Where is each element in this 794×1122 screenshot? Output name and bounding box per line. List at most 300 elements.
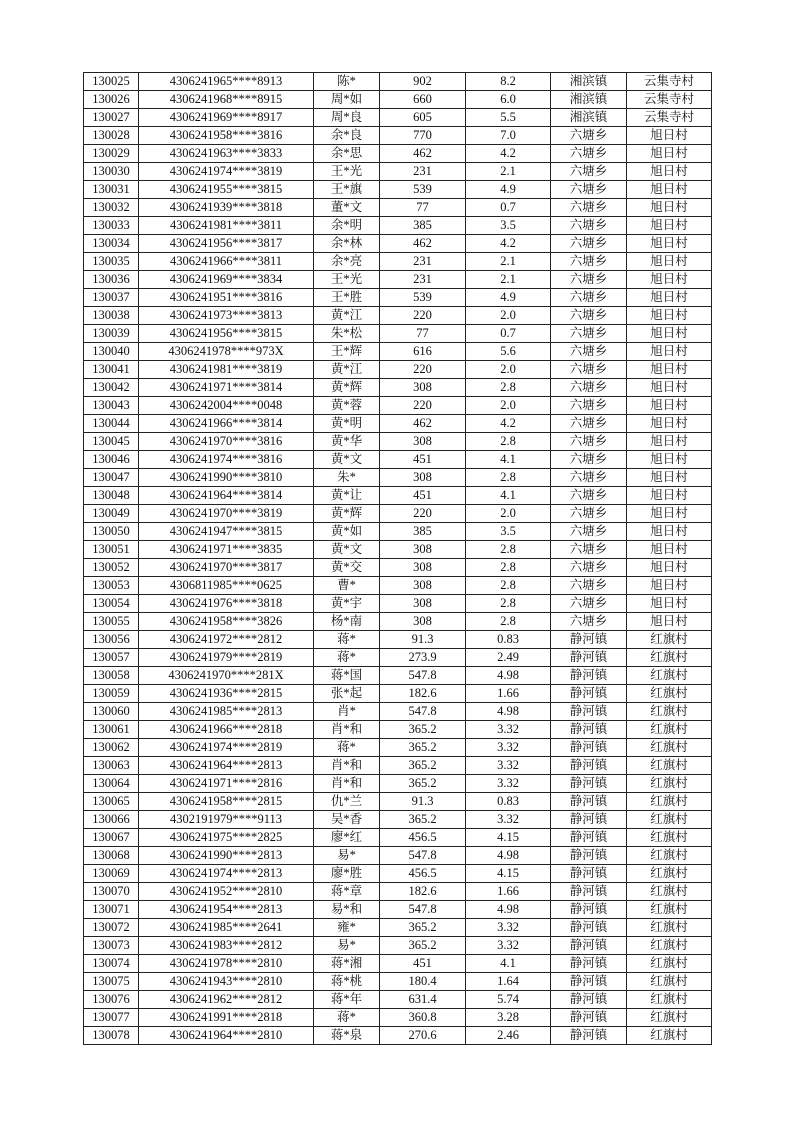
amount-cell: 180.4 bbox=[380, 973, 466, 991]
value-cell: 6.0 bbox=[466, 91, 551, 109]
value-cell: 3.32 bbox=[466, 739, 551, 757]
record-id-cell: 130033 bbox=[84, 217, 139, 235]
table-row bbox=[84, 1009, 712, 1027]
amount-cell: 365.2 bbox=[380, 919, 466, 937]
record-id-cell: 130073 bbox=[84, 937, 139, 955]
value-cell: 2.8 bbox=[466, 577, 551, 595]
id-number-cell: 4306241970****3819 bbox=[139, 505, 314, 523]
value-cell: 2.8 bbox=[466, 379, 551, 397]
table-row bbox=[84, 775, 712, 793]
village-cell: 旭日村 bbox=[627, 541, 712, 559]
name-cell: 黄*辉 bbox=[314, 379, 380, 397]
township-cell: 六塘乡 bbox=[551, 487, 627, 505]
township-cell: 静河镇 bbox=[551, 955, 627, 973]
value-cell: 4.1 bbox=[466, 451, 551, 469]
id-number-cell: 4306241958****3816 bbox=[139, 127, 314, 145]
township-cell: 六塘乡 bbox=[551, 505, 627, 523]
record-id-cell: 130066 bbox=[84, 811, 139, 829]
amount-cell: 91.3 bbox=[380, 631, 466, 649]
table-row bbox=[84, 937, 712, 955]
name-cell: 黄*让 bbox=[314, 487, 380, 505]
township-cell: 静河镇 bbox=[551, 775, 627, 793]
name-cell: 朱*松 bbox=[314, 325, 380, 343]
table-row bbox=[84, 523, 712, 541]
record-id-cell: 130035 bbox=[84, 253, 139, 271]
township-cell: 静河镇 bbox=[551, 811, 627, 829]
id-number-cell: 4306241958****3826 bbox=[139, 613, 314, 631]
township-cell: 静河镇 bbox=[551, 829, 627, 847]
township-cell: 湘滨镇 bbox=[551, 73, 627, 91]
id-number-cell: 4306241947****3815 bbox=[139, 523, 314, 541]
table-row bbox=[84, 127, 712, 145]
table-row bbox=[84, 991, 712, 1009]
township-cell: 六塘乡 bbox=[551, 307, 627, 325]
township-cell: 六塘乡 bbox=[551, 289, 627, 307]
id-number-cell: 4306241975****2825 bbox=[139, 829, 314, 847]
id-number-cell: 4306241968****8915 bbox=[139, 91, 314, 109]
table-row bbox=[84, 721, 712, 739]
township-cell: 静河镇 bbox=[551, 865, 627, 883]
village-cell: 红旗村 bbox=[627, 757, 712, 775]
table-row bbox=[84, 973, 712, 991]
id-number-cell: 4306241974****3819 bbox=[139, 163, 314, 181]
table-row bbox=[84, 757, 712, 775]
village-cell: 红旗村 bbox=[627, 847, 712, 865]
value-cell: 1.64 bbox=[466, 973, 551, 991]
township-cell: 静河镇 bbox=[551, 649, 627, 667]
table-row bbox=[84, 451, 712, 469]
amount-cell: 77 bbox=[380, 199, 466, 217]
township-cell: 静河镇 bbox=[551, 685, 627, 703]
name-cell: 王*旗 bbox=[314, 181, 380, 199]
record-id-cell: 130037 bbox=[84, 289, 139, 307]
amount-cell: 365.2 bbox=[380, 757, 466, 775]
table-row bbox=[84, 307, 712, 325]
name-cell: 蒋*国 bbox=[314, 667, 380, 685]
record-id-cell: 130030 bbox=[84, 163, 139, 181]
amount-cell: 308 bbox=[380, 559, 466, 577]
name-cell: 王*辉 bbox=[314, 343, 380, 361]
township-cell: 六塘乡 bbox=[551, 271, 627, 289]
id-number-cell: 4306241985****2641 bbox=[139, 919, 314, 937]
amount-cell: 182.6 bbox=[380, 883, 466, 901]
id-number-cell: 4306242004****0048 bbox=[139, 397, 314, 415]
record-id-cell: 130029 bbox=[84, 145, 139, 163]
id-number-cell: 4306241991****2818 bbox=[139, 1009, 314, 1027]
name-cell: 王*光 bbox=[314, 271, 380, 289]
record-id-cell: 130055 bbox=[84, 613, 139, 631]
amount-cell: 220 bbox=[380, 505, 466, 523]
value-cell: 2.1 bbox=[466, 253, 551, 271]
name-cell: 肖*和 bbox=[314, 721, 380, 739]
id-number-cell: 4306241979****2819 bbox=[139, 649, 314, 667]
record-id-cell: 130062 bbox=[84, 739, 139, 757]
record-id-cell: 130054 bbox=[84, 595, 139, 613]
value-cell: 2.8 bbox=[466, 559, 551, 577]
value-cell: 4.15 bbox=[466, 865, 551, 883]
value-cell: 2.0 bbox=[466, 307, 551, 325]
value-cell: 3.32 bbox=[466, 811, 551, 829]
name-cell: 雍* bbox=[314, 919, 380, 937]
value-cell: 2.1 bbox=[466, 163, 551, 181]
village-cell: 红旗村 bbox=[627, 1027, 712, 1045]
amount-cell: 360.8 bbox=[380, 1009, 466, 1027]
value-cell: 2.8 bbox=[466, 595, 551, 613]
record-id-cell: 130048 bbox=[84, 487, 139, 505]
amount-cell: 270.6 bbox=[380, 1027, 466, 1045]
id-number-cell: 4302191979****9113 bbox=[139, 811, 314, 829]
amount-cell: 462 bbox=[380, 235, 466, 253]
value-cell: 2.8 bbox=[466, 469, 551, 487]
township-cell: 六塘乡 bbox=[551, 433, 627, 451]
value-cell: 2.46 bbox=[466, 1027, 551, 1045]
id-number-cell: 4306241971****3835 bbox=[139, 541, 314, 559]
amount-cell: 220 bbox=[380, 397, 466, 415]
value-cell: 4.1 bbox=[466, 487, 551, 505]
amount-cell: 231 bbox=[380, 163, 466, 181]
village-cell: 旭日村 bbox=[627, 217, 712, 235]
amount-cell: 365.2 bbox=[380, 775, 466, 793]
amount-cell: 660 bbox=[380, 91, 466, 109]
village-cell: 旭日村 bbox=[627, 307, 712, 325]
value-cell: 5.5 bbox=[466, 109, 551, 127]
table-row bbox=[84, 433, 712, 451]
record-id-cell: 130026 bbox=[84, 91, 139, 109]
amount-cell: 365.2 bbox=[380, 937, 466, 955]
record-id-cell: 130061 bbox=[84, 721, 139, 739]
name-cell: 黄*蓉 bbox=[314, 397, 380, 415]
name-cell: 黄*辉 bbox=[314, 505, 380, 523]
township-cell: 六塘乡 bbox=[551, 127, 627, 145]
village-cell: 旭日村 bbox=[627, 577, 712, 595]
name-cell: 余*林 bbox=[314, 235, 380, 253]
amount-cell: 451 bbox=[380, 451, 466, 469]
table-row bbox=[84, 613, 712, 631]
table-row bbox=[84, 469, 712, 487]
name-cell: 曹* bbox=[314, 577, 380, 595]
name-cell: 黄*文 bbox=[314, 451, 380, 469]
township-cell: 六塘乡 bbox=[551, 523, 627, 541]
table-row bbox=[84, 217, 712, 235]
name-cell: 朱* bbox=[314, 469, 380, 487]
value-cell: 2.8 bbox=[466, 541, 551, 559]
name-cell: 易* bbox=[314, 847, 380, 865]
amount-cell: 308 bbox=[380, 379, 466, 397]
record-id-cell: 130039 bbox=[84, 325, 139, 343]
name-cell: 肖*和 bbox=[314, 775, 380, 793]
table-row bbox=[84, 649, 712, 667]
record-id-cell: 130071 bbox=[84, 901, 139, 919]
township-cell: 静河镇 bbox=[551, 721, 627, 739]
record-id-cell: 130064 bbox=[84, 775, 139, 793]
village-cell: 红旗村 bbox=[627, 919, 712, 937]
value-cell: 3.28 bbox=[466, 1009, 551, 1027]
amount-cell: 308 bbox=[380, 469, 466, 487]
township-cell: 湘滨镇 bbox=[551, 91, 627, 109]
value-cell: 3.32 bbox=[466, 721, 551, 739]
table-row bbox=[84, 487, 712, 505]
value-cell: 4.15 bbox=[466, 829, 551, 847]
id-number-cell: 4306241970****3817 bbox=[139, 559, 314, 577]
value-cell: 8.2 bbox=[466, 73, 551, 91]
name-cell: 蒋* bbox=[314, 1009, 380, 1027]
amount-cell: 456.5 bbox=[380, 865, 466, 883]
record-id-cell: 130032 bbox=[84, 199, 139, 217]
value-cell: 3.32 bbox=[466, 757, 551, 775]
village-cell: 旭日村 bbox=[627, 289, 712, 307]
table-row bbox=[84, 595, 712, 613]
village-cell: 红旗村 bbox=[627, 865, 712, 883]
record-id-cell: 130060 bbox=[84, 703, 139, 721]
township-cell: 静河镇 bbox=[551, 703, 627, 721]
village-cell: 旭日村 bbox=[627, 253, 712, 271]
id-number-cell: 4306241983****2812 bbox=[139, 937, 314, 955]
name-cell: 黄*宇 bbox=[314, 595, 380, 613]
township-cell: 静河镇 bbox=[551, 883, 627, 901]
name-cell: 张*起 bbox=[314, 685, 380, 703]
table-row bbox=[84, 235, 712, 253]
record-id-cell: 130067 bbox=[84, 829, 139, 847]
village-cell: 红旗村 bbox=[627, 955, 712, 973]
id-number-cell: 4306241974****2813 bbox=[139, 865, 314, 883]
id-number-cell: 4306241976****3818 bbox=[139, 595, 314, 613]
record-id-cell: 130025 bbox=[84, 73, 139, 91]
township-cell: 静河镇 bbox=[551, 1027, 627, 1045]
village-cell: 红旗村 bbox=[627, 667, 712, 685]
table-row bbox=[84, 847, 712, 865]
value-cell: 2.0 bbox=[466, 397, 551, 415]
village-cell: 旭日村 bbox=[627, 595, 712, 613]
record-id-cell: 130057 bbox=[84, 649, 139, 667]
village-cell: 云集寺村 bbox=[627, 109, 712, 127]
name-cell: 易*和 bbox=[314, 901, 380, 919]
value-cell: 1.66 bbox=[466, 685, 551, 703]
township-cell: 静河镇 bbox=[551, 901, 627, 919]
township-cell: 静河镇 bbox=[551, 667, 627, 685]
record-id-cell: 130058 bbox=[84, 667, 139, 685]
record-id-cell: 130042 bbox=[84, 379, 139, 397]
record-id-cell: 130051 bbox=[84, 541, 139, 559]
name-cell: 蒋*章 bbox=[314, 883, 380, 901]
village-cell: 旭日村 bbox=[627, 397, 712, 415]
village-cell: 旭日村 bbox=[627, 343, 712, 361]
table-body bbox=[84, 73, 712, 1045]
amount-cell: 616 bbox=[380, 343, 466, 361]
village-cell: 红旗村 bbox=[627, 811, 712, 829]
record-id-cell: 130075 bbox=[84, 973, 139, 991]
table-row bbox=[84, 829, 712, 847]
id-number-cell: 4306241963****3833 bbox=[139, 145, 314, 163]
amount-cell: 220 bbox=[380, 307, 466, 325]
township-cell: 六塘乡 bbox=[551, 217, 627, 235]
value-cell: 2.0 bbox=[466, 361, 551, 379]
name-cell: 易* bbox=[314, 937, 380, 955]
table-row bbox=[84, 145, 712, 163]
value-cell: 4.2 bbox=[466, 415, 551, 433]
township-cell: 六塘乡 bbox=[551, 469, 627, 487]
record-id-cell: 130049 bbox=[84, 505, 139, 523]
value-cell: 4.1 bbox=[466, 955, 551, 973]
township-cell: 静河镇 bbox=[551, 937, 627, 955]
amount-cell: 462 bbox=[380, 415, 466, 433]
record-id-cell: 130041 bbox=[84, 361, 139, 379]
township-cell: 静河镇 bbox=[551, 739, 627, 757]
id-number-cell: 4306241964****2813 bbox=[139, 757, 314, 775]
village-cell: 红旗村 bbox=[627, 775, 712, 793]
value-cell: 4.98 bbox=[466, 847, 551, 865]
record-id-cell: 130040 bbox=[84, 343, 139, 361]
amount-cell: 308 bbox=[380, 613, 466, 631]
value-cell: 5.6 bbox=[466, 343, 551, 361]
table-row bbox=[84, 955, 712, 973]
record-id-cell: 130065 bbox=[84, 793, 139, 811]
name-cell: 廖*红 bbox=[314, 829, 380, 847]
amount-cell: 365.2 bbox=[380, 721, 466, 739]
value-cell: 2.49 bbox=[466, 649, 551, 667]
amount-cell: 451 bbox=[380, 955, 466, 973]
amount-cell: 456.5 bbox=[380, 829, 466, 847]
village-cell: 红旗村 bbox=[627, 883, 712, 901]
record-id-cell: 130031 bbox=[84, 181, 139, 199]
name-cell: 廖*胜 bbox=[314, 865, 380, 883]
village-cell: 红旗村 bbox=[627, 973, 712, 991]
township-cell: 六塘乡 bbox=[551, 397, 627, 415]
record-id-cell: 130070 bbox=[84, 883, 139, 901]
name-cell: 黄*江 bbox=[314, 307, 380, 325]
name-cell: 蒋*湘 bbox=[314, 955, 380, 973]
value-cell: 7.0 bbox=[466, 127, 551, 145]
record-id-cell: 130044 bbox=[84, 415, 139, 433]
id-number-cell: 4306241974****2819 bbox=[139, 739, 314, 757]
id-number-cell: 4306241962****2812 bbox=[139, 991, 314, 1009]
village-cell: 旭日村 bbox=[627, 271, 712, 289]
amount-cell: 539 bbox=[380, 289, 466, 307]
name-cell: 蒋*泉 bbox=[314, 1027, 380, 1045]
table-row bbox=[84, 505, 712, 523]
value-cell: 2.0 bbox=[466, 505, 551, 523]
id-number-cell: 4306241956****3817 bbox=[139, 235, 314, 253]
id-number-cell: 4306241970****281X bbox=[139, 667, 314, 685]
name-cell: 余*良 bbox=[314, 127, 380, 145]
township-cell: 六塘乡 bbox=[551, 145, 627, 163]
value-cell: 2.8 bbox=[466, 433, 551, 451]
township-cell: 六塘乡 bbox=[551, 451, 627, 469]
table-row bbox=[84, 181, 712, 199]
village-cell: 红旗村 bbox=[627, 937, 712, 955]
record-id-cell: 130072 bbox=[84, 919, 139, 937]
township-cell: 静河镇 bbox=[551, 631, 627, 649]
value-cell: 4.9 bbox=[466, 289, 551, 307]
table-row bbox=[84, 685, 712, 703]
record-id-cell: 130059 bbox=[84, 685, 139, 703]
amount-cell: 231 bbox=[380, 271, 466, 289]
value-cell: 4.2 bbox=[466, 145, 551, 163]
township-cell: 六塘乡 bbox=[551, 379, 627, 397]
amount-cell: 547.8 bbox=[380, 667, 466, 685]
value-cell: 5.74 bbox=[466, 991, 551, 1009]
township-cell: 六塘乡 bbox=[551, 559, 627, 577]
id-number-cell: 4306241990****3810 bbox=[139, 469, 314, 487]
table-row bbox=[84, 811, 712, 829]
value-cell: 2.1 bbox=[466, 271, 551, 289]
table-row bbox=[84, 199, 712, 217]
amount-cell: 365.2 bbox=[380, 811, 466, 829]
village-cell: 红旗村 bbox=[627, 685, 712, 703]
amount-cell: 385 bbox=[380, 217, 466, 235]
township-cell: 六塘乡 bbox=[551, 343, 627, 361]
amount-cell: 308 bbox=[380, 577, 466, 595]
id-number-cell: 4306241955****3815 bbox=[139, 181, 314, 199]
name-cell: 黄*如 bbox=[314, 523, 380, 541]
village-cell: 旭日村 bbox=[627, 487, 712, 505]
township-cell: 静河镇 bbox=[551, 919, 627, 937]
village-cell: 旭日村 bbox=[627, 163, 712, 181]
value-cell: 3.32 bbox=[466, 919, 551, 937]
id-number-cell: 4306241966****3814 bbox=[139, 415, 314, 433]
id-number-cell: 4306241952****2810 bbox=[139, 883, 314, 901]
amount-cell: 308 bbox=[380, 433, 466, 451]
table-row bbox=[84, 415, 712, 433]
table-row bbox=[84, 703, 712, 721]
village-cell: 旭日村 bbox=[627, 235, 712, 253]
amount-cell: 308 bbox=[380, 541, 466, 559]
amount-cell: 605 bbox=[380, 109, 466, 127]
table-row bbox=[84, 325, 712, 343]
township-cell: 六塘乡 bbox=[551, 415, 627, 433]
village-cell: 红旗村 bbox=[627, 901, 712, 919]
table-row bbox=[84, 901, 712, 919]
id-number-cell: 4306241965****8913 bbox=[139, 73, 314, 91]
table-row bbox=[84, 289, 712, 307]
record-id-cell: 130077 bbox=[84, 1009, 139, 1027]
table-row bbox=[84, 73, 712, 91]
table-row bbox=[84, 109, 712, 127]
id-number-cell: 4306241971****3814 bbox=[139, 379, 314, 397]
name-cell: 余*亮 bbox=[314, 253, 380, 271]
amount-cell: 547.8 bbox=[380, 703, 466, 721]
table-row bbox=[84, 577, 712, 595]
name-cell: 仇*兰 bbox=[314, 793, 380, 811]
amount-cell: 231 bbox=[380, 253, 466, 271]
amount-cell: 182.6 bbox=[380, 685, 466, 703]
id-number-cell: 4306241970****3816 bbox=[139, 433, 314, 451]
table-row bbox=[84, 559, 712, 577]
record-id-cell: 130034 bbox=[84, 235, 139, 253]
name-cell: 黄*交 bbox=[314, 559, 380, 577]
id-number-cell: 4306241936****2815 bbox=[139, 685, 314, 703]
township-cell: 六塘乡 bbox=[551, 325, 627, 343]
id-number-cell: 4306241943****2810 bbox=[139, 973, 314, 991]
name-cell: 黄*明 bbox=[314, 415, 380, 433]
id-number-cell: 4306811985****0625 bbox=[139, 577, 314, 595]
amount-cell: 539 bbox=[380, 181, 466, 199]
record-id-cell: 130076 bbox=[84, 991, 139, 1009]
table-row bbox=[84, 91, 712, 109]
name-cell: 蒋* bbox=[314, 649, 380, 667]
village-cell: 旭日村 bbox=[627, 469, 712, 487]
village-cell: 旭日村 bbox=[627, 523, 712, 541]
value-cell: 1.66 bbox=[466, 883, 551, 901]
village-cell: 红旗村 bbox=[627, 793, 712, 811]
id-number-cell: 4306241954****2813 bbox=[139, 901, 314, 919]
amount-cell: 547.8 bbox=[380, 847, 466, 865]
township-cell: 六塘乡 bbox=[551, 541, 627, 559]
amount-cell: 770 bbox=[380, 127, 466, 145]
record-id-cell: 130074 bbox=[84, 955, 139, 973]
village-cell: 云集寺村 bbox=[627, 91, 712, 109]
id-number-cell: 4306241985****2813 bbox=[139, 703, 314, 721]
id-number-cell: 4306241990****2813 bbox=[139, 847, 314, 865]
